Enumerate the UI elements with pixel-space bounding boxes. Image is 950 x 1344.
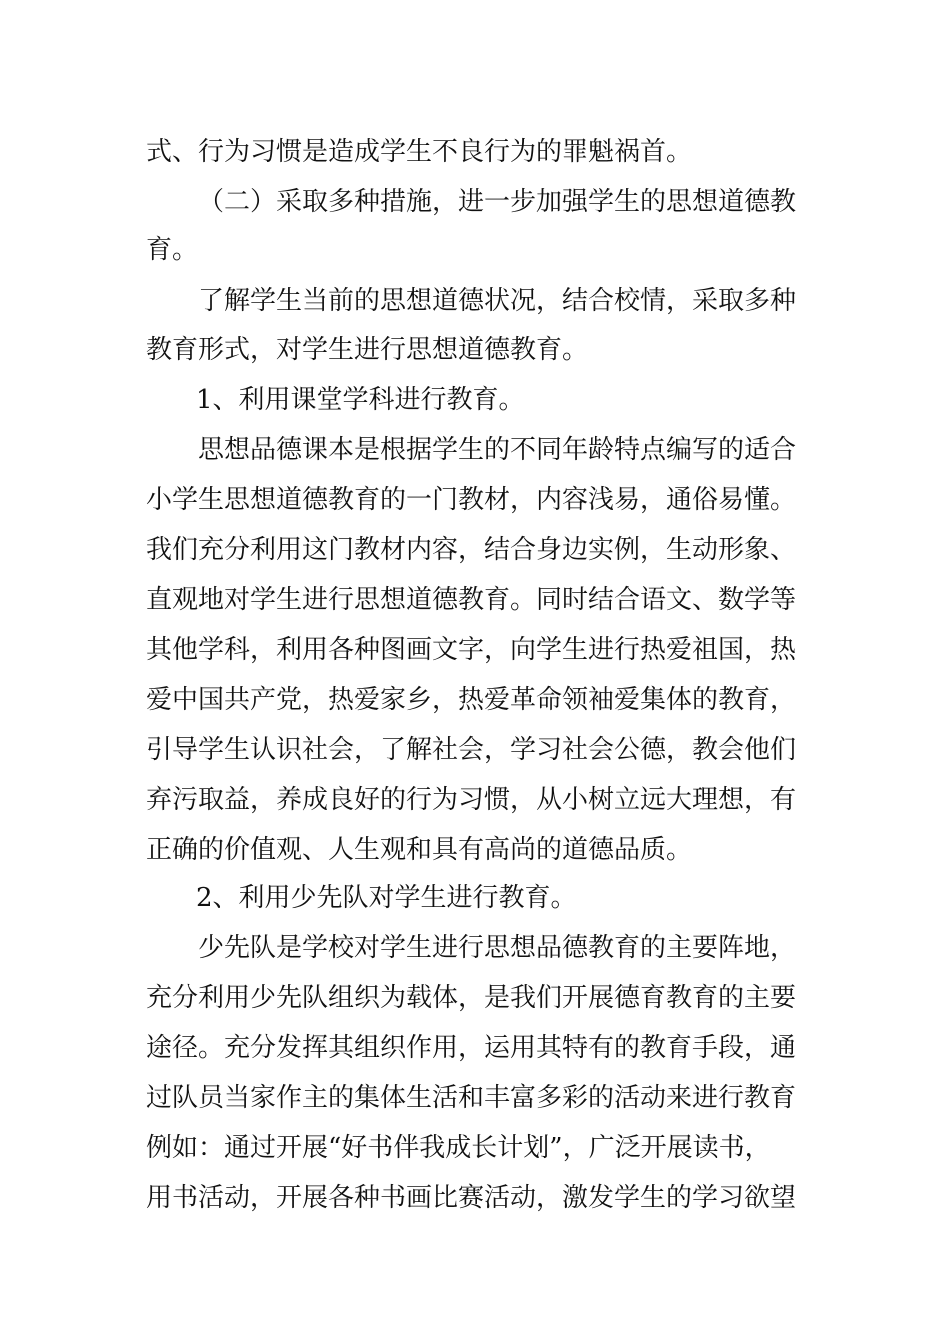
subsection-heading: 1、利用课堂学科进行教育。 [196,385,525,415]
text-line: 爱中国共产党，热爱家乡，热爱革命领袖爱集体的教育， [146,685,797,715]
text-line: 充分利用少先队组织为载体，是我们开展德育教育的主要 [146,983,797,1013]
text-line: 其他学科，利用各种图画文字，向学生进行热爱祖国，热 [146,635,797,665]
text-line: 我们充分利用这门教材内容，结合身边实例，生动形象、 [146,535,797,565]
text-line: 思想品德课本是根据学生的不同年龄特点编写的适合 [198,435,797,465]
text-line: 教育形式，对学生进行思想道德教育。 [146,335,589,365]
text-line: 正确的价值观、人生观和具有高尚的道德品质。 [146,835,693,865]
text-line: 弃污取益，养成良好的行为习惯，从小树立远大理想，有 [146,785,797,815]
text-line: 了解学生当前的思想道德状况，结合校情，采取多种 [198,286,797,316]
subsection-heading: 2、利用少先队对学生进行教育。 [196,883,577,913]
text-line: 例如：通过开展“好书伴我成长计划”，广泛开展读书， [146,1133,771,1163]
text-line: 引导学生认识社会，了解社会，学习社会公德，教会他们 [146,735,797,765]
text-line: 途径。充分发挥其组织作用，运用其特有的教育手段，通 [146,1033,797,1063]
text-line: 少先队是学校对学生进行思想品德教育的主要阵地， [198,933,797,963]
text-line: 小学生思想道德教育的一门教材，内容浅易，通俗易懂。 [146,485,797,515]
section-heading: （二）采取多种措施，进一步加强学生的思想道德教 [198,187,797,217]
text-line: 式、行为习惯是造成学生不良行为的罪魁祸首。 [146,137,693,167]
text-line: 用书活动，开展各种书画比赛活动，激发学生的学习欲望 [146,1183,797,1213]
text-line: 过队员当家作主的集体生活和丰富多彩的活动来进行教育 [146,1083,797,1113]
text-line: 直观地对学生进行思想道德教育。同时结合语文、数学等 [146,585,797,615]
text-line: 育。 [146,235,199,265]
